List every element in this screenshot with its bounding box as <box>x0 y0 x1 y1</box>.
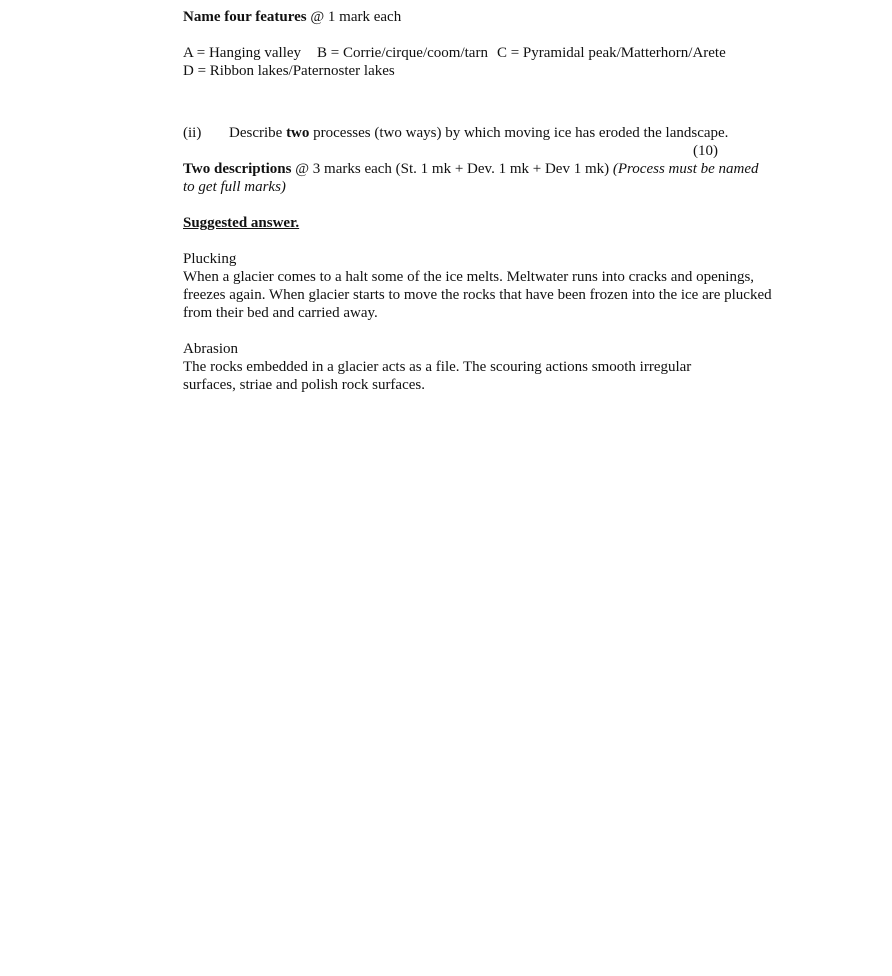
marking-bold: Two descriptions <box>183 161 292 177</box>
answer-body: When a glacier comes to a halt some of the ice melts. Meltwater runs into cracks and openings, freezes again. When glacier starts to move the rocks that have been frozen into the ice are plucked from their bed and carried away. <box>183 269 772 321</box>
answer-body: The rocks embedded in a glacier acts as a file. The scouring actions smooth irregular surfaces, striae and polish rock surfaces. <box>183 359 692 393</box>
feature-d: D = Ribbon lakes/Paternoster lakes <box>183 63 395 79</box>
question-text: Describe two processes (two ways) by which moving ice has eroded the landscape. <box>229 125 729 141</box>
marking-rest: @ 3 marks each (St. 1 mk + Dev. 1 mk + Dev 1 mk) <box>291 161 613 177</box>
question-text-bold: two <box>286 125 310 141</box>
features-heading-bold: Name four features <box>183 9 307 25</box>
feature-a: A = Hanging valley <box>183 45 302 61</box>
answer-plucking <box>183 250 773 322</box>
features-line-1 <box>183 44 773 62</box>
features-line-2 <box>183 62 773 80</box>
document-page <box>183 8 773 394</box>
features-heading <box>183 8 773 26</box>
question-ii <box>183 124 773 142</box>
feature-b: B = Corrie/cirque/coom/tarn <box>317 45 488 61</box>
features-heading-rest: @ 1 mark each <box>306 9 402 25</box>
feature-c: C = Pyramidal peak/Matterhorn/Arete <box>496 45 726 61</box>
question-number: (ii) <box>183 125 202 141</box>
marking-scheme <box>183 160 773 196</box>
answer-title: Abrasion <box>183 341 238 357</box>
marking-italic: (Process must be named to get full marks) <box>183 161 759 195</box>
answer-abrasion <box>183 340 773 394</box>
question-marks: (10) <box>693 143 718 159</box>
suggested-answer-heading: Suggested answer. <box>183 215 300 231</box>
answer-title: Plucking <box>183 251 237 267</box>
